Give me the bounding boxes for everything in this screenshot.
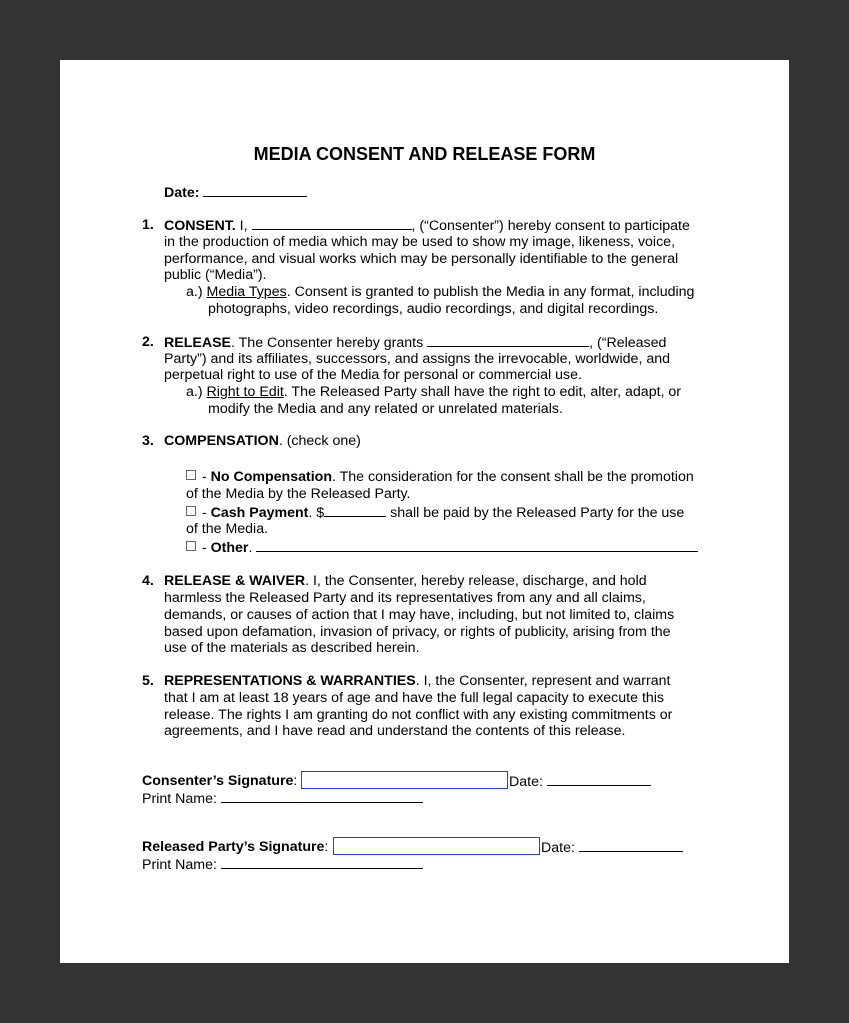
released-party-date-label: Date: <box>541 840 579 856</box>
colon: : <box>324 839 329 855</box>
option-other <box>186 539 698 557</box>
released-party-print-name-blank <box>221 856 423 869</box>
section-1-line-3: performance, and visual works which may be personally identifiable to the general <box>164 251 679 267</box>
released-party-date-row <box>541 839 683 857</box>
section-2-heading: RELEASE <box>164 335 232 351</box>
no-compensation-title: No Compensation <box>210 469 332 485</box>
option-text: . <box>248 540 257 556</box>
section-4-line-3: demands, or causes of action that I may have, including, but not limited to, claims <box>164 607 675 623</box>
subitem-prefix: a.) <box>186 384 207 400</box>
other-title: Other <box>210 540 249 556</box>
section-2-subitem-line-2: modify the Media and any related or unrelated materials. <box>208 401 563 417</box>
section-1-subitem-line-2: photographs, video recordings, audio recordings, and digital recordings. <box>208 301 659 317</box>
consenter-print-name-label: Print Name: <box>142 791 221 807</box>
section-2-line-2: Party”) and its affiliates, successors, and assigns the irrevocable, worldwide, and <box>164 351 670 367</box>
section-5-text: . I, the Consenter, represent and warrant <box>415 673 671 689</box>
section-3-number: 3. <box>142 433 154 449</box>
released-party-signature-field[interactable] <box>333 837 540 855</box>
option-dash: - <box>198 469 211 485</box>
section-2-text: . The Consenter hereby grants <box>231 335 428 351</box>
option-text: . The consideration for the consent shall be the promotion <box>332 469 694 485</box>
section-4-line-4: based upon defamation, invasion of privacy, or rights of publicity, arising from the <box>164 624 671 640</box>
section-5-line-2: that I am at least 18 years of age and have the full legal capacity to execute this <box>164 690 665 706</box>
no-compensation-checkbox[interactable] <box>186 470 196 480</box>
consenter-date-row <box>509 773 651 791</box>
form-title: MEDIA CONSENT AND RELEASE FORM <box>253 144 596 164</box>
section-1-subitem <box>186 284 694 301</box>
option-dash: - <box>198 540 211 556</box>
consenter-date-blank <box>547 773 651 786</box>
consenter-signature-row <box>142 773 297 790</box>
released-party-blank <box>427 334 589 347</box>
section-1-number: 1. <box>142 217 154 233</box>
option-cash-payment-line-2: of the Media. <box>186 521 269 537</box>
released-party-signature-row <box>142 839 328 856</box>
section-3-line-1 <box>164 433 361 450</box>
date-label: Date: <box>164 185 200 201</box>
section-2-text: , (“Released <box>589 335 667 351</box>
date-row <box>164 184 307 202</box>
option-text: . $ <box>308 505 325 521</box>
section-5-line-3: release. The rights I am granting do not conflict with any existing commitments or <box>164 707 673 723</box>
section-4-line-5: use of the materials as described herein. <box>164 640 420 656</box>
section-4-line-1 <box>164 573 647 590</box>
subitem-text: . Consent is granted to publish the Media in any format, including <box>286 284 695 300</box>
section-2-subitem <box>186 384 681 401</box>
consenter-print-name-blank <box>221 790 423 803</box>
section-1-line-4: public (“Media”). <box>164 267 267 283</box>
section-5-line-1 <box>164 673 670 690</box>
section-4-heading: RELEASE & WAIVER <box>164 573 306 589</box>
section-5-heading: REPRESENTATIONS & WARRANTIES <box>164 673 416 689</box>
other-checkbox[interactable] <box>186 541 196 551</box>
section-4-line-2: harmless the Released Party and its representatives from any and all claims, <box>164 590 646 606</box>
section-1-text: , (“Consenter”) hereby consent to participate <box>411 218 690 234</box>
released-party-signature-label: Released Party’s Signature <box>142 839 325 855</box>
section-2-line-1 <box>164 334 666 352</box>
section-2-number: 2. <box>142 334 154 350</box>
consenter-name-blank <box>252 217 412 230</box>
section-2-line-3: perpetual right to use of the Media for personal or commercial use. <box>164 367 582 383</box>
colon: : <box>293 773 298 789</box>
section-1-line-1 <box>164 217 690 235</box>
media-types-title: Media Types <box>206 284 287 300</box>
released-party-print-name-row <box>142 856 423 874</box>
date-blank <box>203 184 307 197</box>
cash-amount-blank <box>324 504 386 517</box>
option-cash-payment <box>186 504 684 522</box>
section-1-heading: CONSENT. <box>164 218 236 234</box>
section-5-line-4: agreements, and I have read and understand the contents of this release. <box>164 723 626 739</box>
option-no-compensation-line-2: of the Media by the Released Party. <box>186 486 411 502</box>
right-to-edit-title: Right to Edit <box>206 384 284 400</box>
cash-payment-title: Cash Payment <box>210 505 309 521</box>
option-dash: - <box>198 505 211 521</box>
subitem-text: . The Released Party shall have the right to edit, alter, adapt, or <box>283 384 682 400</box>
cash-payment-checkbox[interactable] <box>186 506 196 516</box>
section-5-number: 5. <box>142 673 154 689</box>
released-party-date-blank <box>579 839 683 852</box>
released-party-print-name-label: Print Name: <box>142 857 221 873</box>
section-3-note: . (check one) <box>278 433 361 449</box>
section-4-text: . I, the Consenter, hereby release, discharge, and hold <box>305 573 647 589</box>
consenter-signature-label: Consenter’s Signature <box>142 773 294 789</box>
consenter-date-label: Date: <box>509 774 547 790</box>
section-4-number: 4. <box>142 573 154 589</box>
option-text: shall be paid by the Released Party for the use <box>386 505 685 521</box>
section-1-text: I, <box>235 218 252 234</box>
other-blank <box>256 539 698 552</box>
consenter-print-name-row <box>142 790 423 808</box>
subitem-prefix: a.) <box>186 284 207 300</box>
section-3-heading: COMPENSATION <box>164 433 279 449</box>
document-page <box>60 60 789 963</box>
option-no-compensation <box>186 469 694 486</box>
section-1-line-2: in the production of media which may be used to show my image, likeness, voice, <box>164 234 676 250</box>
consenter-signature-field[interactable] <box>301 771 508 789</box>
